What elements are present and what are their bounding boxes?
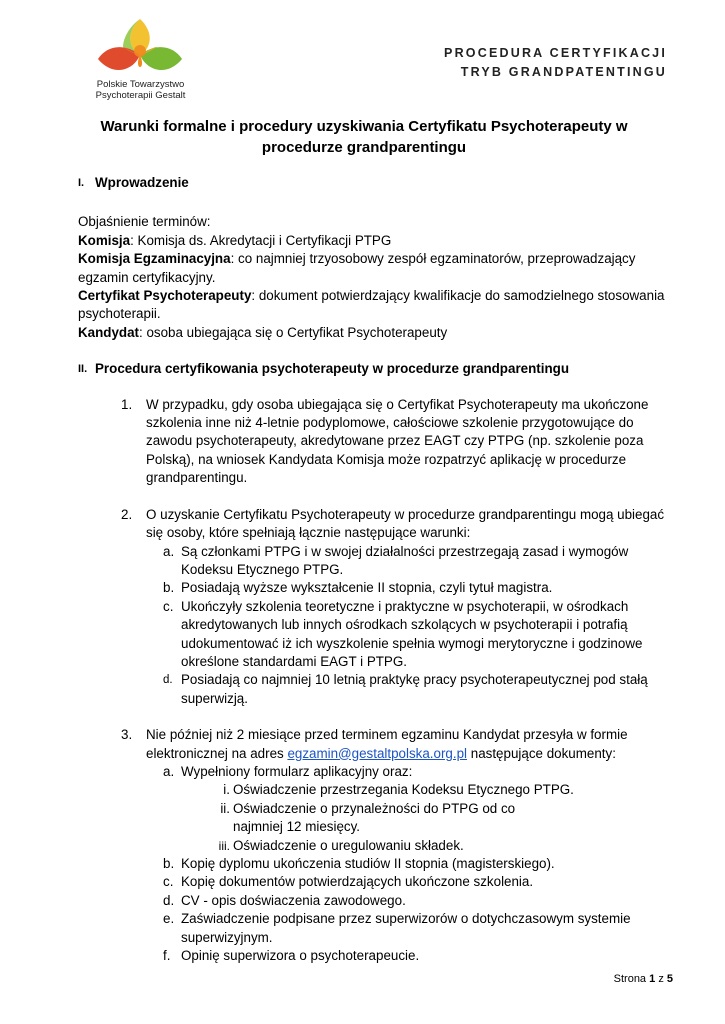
list-item-3a: a. Wypełniony formularz aplikacyjny oraz: (163, 763, 413, 779)
document-body (78, 174, 673, 965)
footer-label: Strona (613, 973, 647, 985)
document-header (444, 44, 667, 82)
section-2-title: Procedura certyfikowania psychoterapeuty w procedurze grandparentingu (95, 361, 569, 377)
logo-line-2: Psychoterapii Gestalt (95, 90, 186, 101)
header-line-2: TRYB GRANDPATENTINGU (460, 65, 667, 79)
list-item-2d: d. Posiadają co najmniej 10 letnią praktykę pracy psychoterapeutycznej pod stałą superwizją. (163, 672, 648, 706)
section-1-title: Wprowadzenie (95, 175, 189, 190)
term-komisja-egzaminacyjna: Komisja Egzaminacyjna: co najmniej trzyosobowy zespół egzaminatorów, przeprowadzający egzamin certyfikacyjny. (78, 251, 636, 285)
term-kandydat: Kandydat: osoba ubiegająca się o Certyfikat Psychoterapeuty (78, 324, 448, 340)
section-2-number: II. (78, 363, 88, 376)
email-link[interactable]: egzamin@gestaltpolska.org.pl (287, 745, 468, 761)
list-item-3a-iii: iii. Oświadczenie o uregulowaniu składek. (218, 837, 464, 853)
footer-of: z (658, 973, 664, 985)
list-item-2a: a. Są członkami PTPG i w swojej działalności przestrzegają zasad i wymogów Kodeksu Etycznego PTPG. (163, 543, 629, 577)
list-item-2: 2. O uzyskanie Certyfikatu Psychoterapeuty w procedurze grandparentingu mogą ubiegać się osoby, które spełniają łącznie następujące warunki: (121, 506, 665, 541)
section-1-number: I. (78, 177, 85, 189)
list-item-3a-ii: ii. Oświadczenie o przynależności do PTPG od co najmniej 12 miesięcy. (220, 800, 516, 835)
ptpg-logo (78, 15, 203, 105)
term-komisja: Komisja: Komisja ds. Akredytacji i Certyfikacji PTPG (78, 232, 392, 248)
list-item-3d: d. CV - opis doświaczenia zawodowego. (163, 892, 406, 908)
list-item-3e: e. Zaświadczenie podpisane przez superwizorów o dotychczasowym systemie superwizyjnym. (163, 911, 631, 945)
list-item-3f: f. Opinię superwizora o psychoterapeucie. (163, 948, 420, 964)
term-certyfikat: Certyfikat Psychoterapeuty: dokument potwierdzający kwalifikacje do samodzielnego stosowania psychoterapii. (78, 288, 665, 322)
page-footer (614, 973, 673, 985)
logo-line-1: Polskie Towarzystwo (96, 79, 185, 90)
footer-total: 5 (666, 973, 673, 985)
header-line-1: PROCEDURA CERTYFIKACJI (444, 46, 667, 60)
list-item-2-text: O uzyskanie Certyfikatu Psychoterapeuty w procedurze grandparentingu mogą ubiegać się osoby, które spełniają łącznie następujące warunki: (146, 506, 665, 541)
list-item-3c: c. Kopię dokumentów potwierdzających ukończone szkolenia. (163, 874, 534, 890)
footer-page: 1 (649, 973, 656, 985)
list-item-1: 1. W przypadku, gdy osoba ubiegająca się o Certyfikat Psychoterapeuty ma ukończone szkolenia inne niż 4-letnie podyplomowe, całościowe szkolenie przygotowujące do zawodu psychoterapeuty, akredytowane przez EAGT czy PTPG (np. szkolenie poza Polską), na wniosek Kandydata Komisja może rozpatrzyć aplikację w procedurze grandparentingu. (121, 396, 649, 486)
list-item-3a-i: i. Oświadczenie przestrzegania Kodeksu Etycznego PTPG. (223, 782, 574, 798)
list-item-1-text: W przypadku, gdy osoba ubiegająca się o Certyfikat Psychoterapeuty ma ukończone szkolenia inne niż 4-letnie podyplomowe, całościowe szkolenie przygotowujące do zawodu psychoterapeuty, akredytowane przez EAGT czy PTPG (np. szkolenie poza Polską), na wniosek Kandydata Komisja może rozpatrzyć aplikację w procedurze grandparentingu. (146, 396, 649, 486)
list-item-2b: b. Posiadają wyższe wykształcenie II stopnia, czyli tytuł magistra. (163, 580, 553, 596)
page-title: Warunki formalne i procedury uzyskiwania Certyfikatu Psychoterapeuty w procedurze grandparentingu (100, 118, 628, 156)
section-2-heading (78, 360, 673, 378)
section-1-heading (78, 174, 673, 192)
list-item-2c: c. Ukończyły szkolenia teoretyczne i praktyczne w psychoterapii, w ośrodkach akredytowanych lub innych ośrodkach szkolących w psychoterapii i potrafią udokumentować iż ich wyszkolenie spełnia wymogi merytoryczne i godzinowe określone standardami EAGT i PTPG. (163, 598, 643, 669)
list-item-3b: b. Kopię dyplomu ukończenia studiów II stopnia (magisterskiego). (163, 856, 555, 871)
terms-intro: Objaśnienie terminów: (78, 214, 211, 230)
logo-emblem-icon (93, 17, 188, 79)
list-item-3: 3. Nie później niż 2 miesiące przed terminem egzaminu Kandydat przesyła w formie elektronicznej na adres egzamin@gestaltpolska.org.pl następujące dokumenty: (121, 727, 628, 761)
